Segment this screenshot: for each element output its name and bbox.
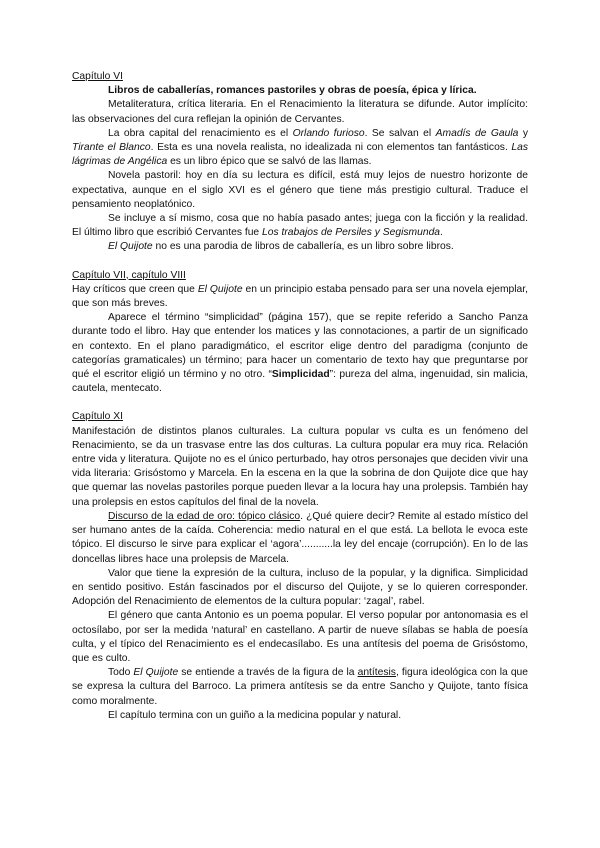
italic-title: El Quijote: [108, 241, 153, 253]
paragraph: Novela pastoril: hoy en día su lectura es difícil, está muy lejos de nuestro horizonte de expectativa, aunque en el siglo XVI es el género que tiene más prestigio cultural. Traduce el pensamiento neoplatónico.: [72, 170, 528, 210]
text-run: Se incluye a sí mismo, cosa que no había pasado antes; juega con la ficción y la realidad. El último libro que escribió Cervantes fue: [72, 213, 528, 239]
paragraph: [72, 240, 528, 254]
text-run: y: [518, 127, 529, 139]
italic-title: El Quijote: [133, 667, 179, 679]
paragraph: Manifestación de distintos planos culturales. La cultura popular vs culta es un fenómeno del Renacimiento, se da un trasvase entre las dos culturas. La cultura popular era muy rica. Relación entre vida y literatura. Quijote no es el único perturbado, hay otros personajes que deciden vivir una vida literaria: Grisóstomo y Marcela. En la escena en la que la sobrina de don Quijote dice que hay que quemar las novelas pastoriles porque pueden llevar a la locura hay una prolepsis. También hay una prolepsis en estos capítulos del final de la novela.: [72, 425, 528, 508]
italic-title: Tirante el Blanco: [72, 142, 151, 154]
italic-title: El Quijote: [197, 283, 243, 295]
text-run: . Esta es una novela realista, no idealizada ni con elementos tan fantásticos.: [150, 142, 512, 154]
text-run: Todo: [108, 667, 134, 679]
paragraph: [72, 127, 528, 170]
italic-title: Orlando furioso: [292, 127, 365, 139]
paragraph: El género que canta Antonio es un poema popular. El verso popular por antonomasia es el octosílabo, por ser la medida ‘natural’ en castellano. A partir de nueve sílabas se habla de poesía culta, y el típico del Renacimiento es el endecasílabo. Es una antítesis del poema de Grisóstomo, que es culto.: [72, 610, 528, 664]
paragraph: Metaliteratura, crítica literaria. En el Renacimiento la literatura se difunde. Autor implícito: las observaciones del cura reflejan la opinión de Cervantes.: [72, 99, 528, 125]
paragraph: [72, 666, 528, 709]
heading-capitulo-vii-viii: Capítulo VII, capítulo VIII: [72, 269, 186, 281]
italic-title: Las lágrimas de Angélica: [72, 142, 529, 168]
heading-capitulo-xi: Capítulo XI: [72, 411, 123, 423]
section-capitulo-vi: [72, 70, 528, 255]
italic-title: Los trabajos de Persiles y Segismunda: [262, 227, 441, 239]
italic-title: Amadís de Gaula: [435, 127, 519, 139]
underlined-term: antítesis: [357, 667, 396, 679]
text-run: Aparece el término “simplicidad” (página 157), que se repite referido a Sancho Panza durante todo el libro. Hay que entender los matices y las connotaciones, a partir de un significado en contexto. En el plano paradigmático, el escritor elige dentro del paradigma (conjunto de categorías gramaticales) un término; para hacer un comentario de texto hay que preguntarse por qué el escritor eligió un término y no otro. “: [72, 312, 528, 381]
text-run: no es una parodia de libros de caballería, es un libro sobre libros.: [152, 241, 454, 253]
section-capitulo-vii-viii: [72, 269, 528, 397]
text-run: .: [440, 227, 443, 239]
text-run: , figura ideológica con la que se expresa la cultura del Barroco. La primera antítesis se da entre Sancho y Quijote, tanto física como moralmente.: [72, 667, 528, 707]
text-run: . ¿Qué quiere decir? Remite al estado místico del ser humano antes de la caída. Coherencia: medio natural en el que está. La bellota le evoca este tópico. El discurso le sirve para explicar el ‘agora’...........la ley del encaje (corrupción). En lo de las doncellas libres hace una prolepsis de Marcela.: [72, 510, 528, 565]
paragraph: Valor que tiene la expresión de la cultura, incluso de la popular, y la dignifica. Simplicidad en sentido positivo. Están fascinados por el discurso del Quijote, y se lo quieren corresponder. Adopción del Renacimiento de elementos de la cultura popular: ‘zagal’, rabel.: [72, 567, 528, 608]
text-run: La obra capital del renacimiento es el: [108, 127, 293, 139]
section-capitulo-xi: [72, 410, 528, 722]
bold-term: Simplicidad: [271, 369, 330, 381]
text-run: ”: pureza del alma, ingenuidad, sin malicia, cautela, mentecato.: [72, 369, 528, 395]
text-run: en un principio estaba pensado para ser una novela ejemplar, que son más breves.: [72, 283, 528, 310]
title-capitulo-vi: Libros de caballerías, romances pastoriles y obras de poesía, épica y lírica.: [108, 85, 477, 97]
paragraph: [72, 510, 528, 567]
text-run: se entiende a través de la figura de la: [178, 667, 358, 679]
underlined-phrase: Discurso de la edad de oro: tópico clásico: [108, 510, 301, 522]
paragraph: [72, 283, 528, 311]
paragraph: El capítulo termina con un guiño a la medicina popular y natural.: [108, 709, 402, 721]
text-run: Hay críticos que creen que: [72, 283, 198, 295]
text-run: es un libro épico que se salvó de las llamas.: [167, 156, 372, 168]
paragraph: [72, 311, 528, 396]
paragraph: [72, 212, 528, 240]
text-run: . Se salvan el: [364, 127, 436, 139]
heading-capitulo-vi: Capítulo VI: [72, 71, 123, 82]
